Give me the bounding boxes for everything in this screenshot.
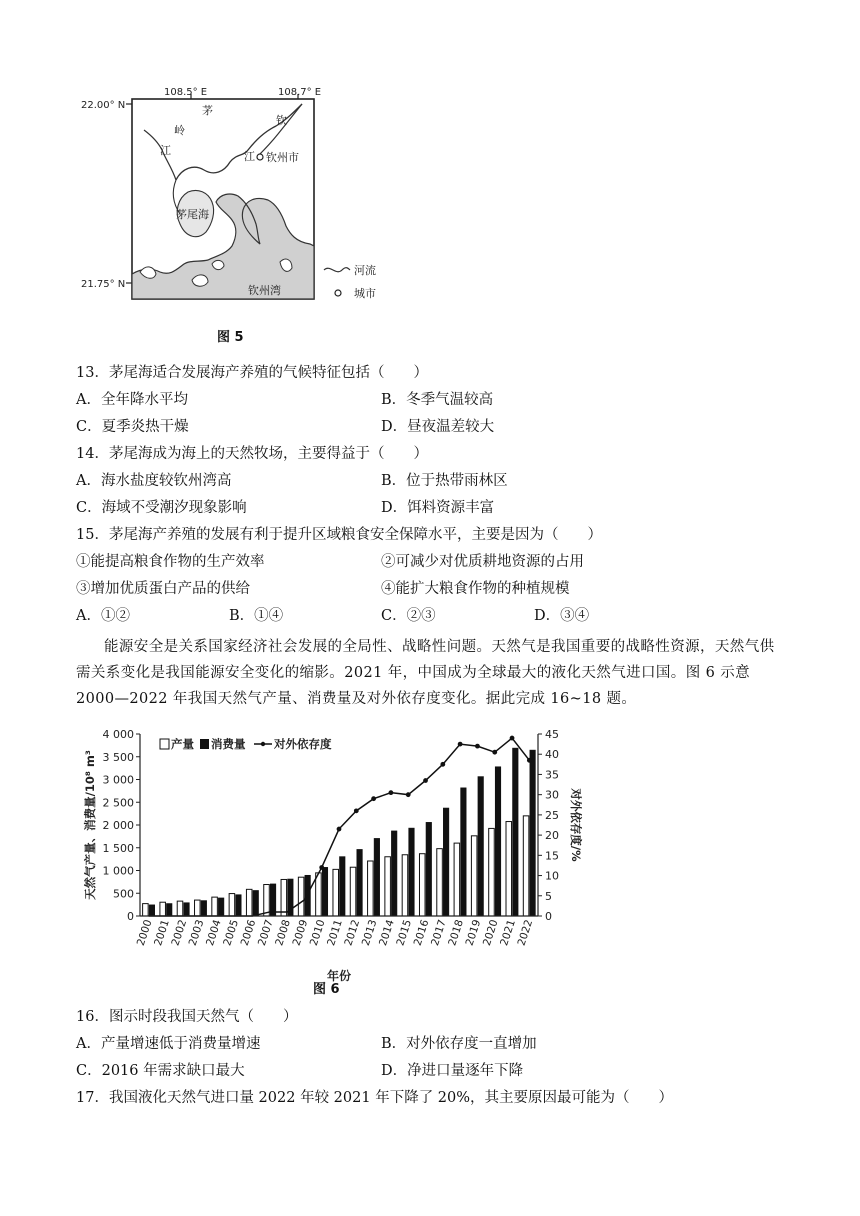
chart-line-point	[319, 865, 324, 870]
chart-x-tick-label: 2015	[394, 918, 415, 948]
chart-figure-6	[80, 718, 583, 998]
chart-left-tick-label: 3 000	[102, 773, 134, 787]
chart-bar-consumption	[495, 767, 501, 916]
chart-line-point	[389, 790, 394, 795]
chart-bar-consumption	[305, 875, 311, 916]
chart-bar-consumption	[513, 748, 519, 916]
q13-option-b[interactable]: B．冬季气温较高	[381, 392, 494, 408]
chart-bar-consumption	[443, 808, 449, 916]
map-lat-top: 22.00° N	[81, 100, 126, 111]
q15-option-a[interactable]: A．①②	[76, 608, 130, 624]
chart-left-tick-label: 500	[113, 887, 134, 901]
chart-line-point	[458, 742, 463, 747]
chart-right-tick-label: 10	[545, 869, 559, 883]
question-17-stem: 17．我国液化天然气进口量 2022 年较 2021 年下降了 20%，其主要原因最可能为（ ）	[76, 1090, 674, 1106]
chart-bar-consumption	[201, 901, 207, 916]
q14-option-a[interactable]: A．海水盐度较钦州湾高	[76, 473, 232, 489]
chart-right-axis-title: 对外依存度/%	[569, 788, 583, 862]
chart-bar-consumption	[426, 822, 432, 916]
chart-x-tick-label: 2020	[480, 918, 501, 948]
map-lon-left: 108.5° E	[164, 87, 208, 98]
chart-line-point	[354, 808, 359, 813]
chart-bar-consumption	[530, 750, 536, 916]
question-14-stem: 14．茅尾海成为海上的天然牧场，主要得益于（ ）	[76, 446, 428, 462]
map-river-maoling-char1: 茅	[202, 104, 213, 117]
chart-line-point	[440, 762, 445, 767]
chart-bar-production	[489, 828, 495, 916]
chart-bar-production	[402, 855, 408, 916]
chart-x-tick-label: 2005	[221, 918, 242, 948]
chart-bar-production	[298, 877, 304, 916]
chart-x-tick-label: 2008	[273, 918, 293, 948]
chart-right-tick-label: 30	[545, 788, 559, 802]
chart-bar-production	[160, 902, 166, 916]
map-river-qin-char2: 江	[244, 150, 255, 163]
chart-right-tick-label: 45	[545, 728, 559, 741]
chart-bar-consumption	[253, 890, 259, 916]
figure-5-caption: 图 5	[217, 330, 244, 345]
chart-legend-line-marker	[261, 742, 265, 746]
map-legend-river-symbol	[324, 268, 350, 272]
chart-left-tick-label: 2 500	[102, 796, 134, 810]
q16-option-b[interactable]: B．对外依存度一直增加	[381, 1036, 537, 1052]
q15-option-b[interactable]: B．①④	[229, 608, 284, 624]
q14-option-d[interactable]: D．饵料资源丰富	[381, 500, 495, 516]
chart-x-tick-label: 2013	[359, 918, 380, 948]
map-river-qin-char1: 钦	[276, 114, 287, 127]
chart-right-tick-label: 5	[545, 889, 552, 903]
q16-option-d[interactable]: D．净进口量逐年下降	[381, 1063, 524, 1079]
q13-option-a[interactable]: A．全年降水平均	[76, 392, 188, 408]
q16-option-a[interactable]: A．产量增速低于消费量增速	[76, 1036, 261, 1052]
chart-right-tick-label: 25	[545, 808, 559, 822]
chart-line-point	[475, 744, 480, 749]
chart-x-tick-label: 2016	[411, 918, 432, 948]
chart-x-tick-label: 2000	[134, 918, 155, 948]
passage-16-18: 能源安全是关系国家经济社会发展的全局性、战略性问题。天然气是我国重要的战略性资源，天然气供需关系变化是我国能源安全变化的缩影。2021 年，中国成为全球最大的液化天然气进口国。图 6 示意 2000—2022 年我国天然气产量、消费量及对外依存度变化。据此完成 16~18 题。	[76, 639, 775, 707]
chart-line-point	[510, 736, 515, 741]
chart-bar-consumption	[166, 904, 172, 916]
q15-statement-1: ①能提高粮食作物的生产效率	[76, 554, 265, 570]
chart-x-tick-label: 2017	[429, 918, 449, 948]
chart-bar-production	[195, 900, 201, 916]
chart-line-point	[406, 792, 411, 797]
map-river-qin	[258, 104, 302, 156]
map-legend-city: 城市	[354, 287, 376, 300]
chart-bar-production	[246, 889, 252, 916]
chart-x-tick-label: 2004	[204, 918, 224, 948]
chart-right-tick-label: 0	[545, 910, 552, 923]
question-16-stem: 16．图示时段我国天然气（ ）	[76, 1009, 298, 1025]
chart-line-point	[492, 750, 497, 755]
chart-x-tick-label: 2018	[446, 918, 466, 948]
q15-statement-2: ②可减少对优质耕地资源的占用	[381, 554, 584, 570]
map-lon-right: 108.7° E	[278, 87, 322, 98]
chart-bar-production	[333, 869, 339, 916]
map-bay-label: 钦州湾	[248, 284, 281, 297]
chart-bar-production	[316, 873, 322, 916]
q13-option-c[interactable]: C．夏季炎热干燥	[76, 419, 189, 435]
chart-bar-consumption	[357, 849, 363, 916]
chart-legend-consumption: 消费量	[211, 737, 246, 751]
chart-x-axis-title: 年份	[326, 969, 352, 983]
chart-left-tick-label: 3 500	[102, 750, 134, 764]
chart-bar-production	[281, 879, 287, 916]
chart-legend-consumption-swatch	[200, 739, 209, 749]
chart-x-tick-label: 2011	[325, 918, 345, 948]
chart-bar-production	[350, 867, 356, 916]
chart-bar-consumption	[270, 884, 276, 916]
chart-bar-consumption	[478, 777, 484, 916]
map-river-maoling-char3: 江	[160, 144, 171, 157]
chart-bar-consumption	[236, 895, 242, 916]
q15-option-c[interactable]: C．②③	[381, 608, 436, 624]
chart-left-axis-title: 天然气产量、消费量/10⁸ m³	[83, 750, 97, 900]
map-river-maoling-char2: 岭	[174, 124, 185, 137]
chart-bar-consumption	[391, 831, 397, 916]
chart-line-point	[423, 778, 428, 783]
map-legend-city-symbol	[335, 290, 341, 296]
chart-x-tick-label: 2019	[463, 918, 484, 948]
q15-statement-3: ③增加优质蛋白产品的供给	[76, 581, 250, 597]
chart-legend-production-swatch	[160, 739, 169, 749]
chart-bar-consumption	[184, 903, 190, 916]
chart-x-tick-label: 2003	[186, 918, 207, 948]
chart-bar-consumption	[149, 905, 155, 916]
chart-x-tick-label: 2022	[515, 918, 536, 948]
q13-option-d[interactable]: D．昼夜温差较大	[381, 419, 495, 435]
map-sea-label: 茅尾海	[176, 208, 209, 221]
figure-6-caption: 图 6	[313, 982, 340, 997]
chart-bar-production	[523, 816, 529, 916]
chart-bar-consumption	[218, 898, 224, 916]
chart-x-tick-label: 2010	[307, 918, 328, 948]
chart-bar-production	[385, 857, 391, 916]
chart-legend-production: 产量	[171, 737, 194, 751]
chart-left-tick-label: 1 000	[102, 864, 134, 878]
question-15-stem: 15．茅尾海产养殖的发展有利于提升区域粮食安全保障水平，主要是因为（ ）	[76, 527, 602, 543]
chart-left-tick-label: 4 000	[102, 728, 134, 741]
q14-option-c[interactable]: C．海域不受潮汐现象影响	[76, 500, 247, 516]
map-sea-shading	[132, 194, 314, 299]
chart-bar-consumption	[461, 788, 467, 916]
chart-bar-production	[419, 854, 425, 916]
chart-bar-consumption	[340, 857, 346, 916]
chart-legend-dependence: 对外依存度	[274, 737, 332, 751]
chart-bar-consumption	[322, 867, 328, 916]
chart-bar-production	[454, 843, 460, 916]
q15-statement-4: ④能扩大粮食作物的种植规模	[381, 581, 570, 597]
chart-bar-production	[264, 885, 270, 916]
chart-right-tick-label: 40	[545, 748, 559, 762]
chart-right-tick-label: 35	[545, 768, 559, 782]
map-city-label: 钦州市	[266, 151, 299, 164]
chart-bar-production	[229, 894, 235, 916]
chart-left-tick-label: 0	[127, 910, 134, 923]
chart-x-tick-label: 2009	[290, 918, 311, 948]
chart-bar-production	[212, 897, 218, 916]
chart-bar-consumption	[409, 828, 415, 916]
q15-option-d[interactable]: D．③④	[534, 608, 590, 624]
chart-x-tick-label: 2006	[238, 918, 259, 948]
chart-x-tick-label: 2002	[169, 918, 190, 948]
chart-right-tick-label: 15	[545, 849, 559, 863]
chart-line-point	[337, 827, 342, 832]
map-lat-bottom: 21.75° N	[81, 279, 126, 290]
chart-left-tick-label: 2 000	[102, 819, 134, 832]
chart-right-tick-label: 20	[545, 829, 559, 843]
chart-x-tick-label: 2021	[498, 918, 518, 948]
chart-left-tick-label: 1 500	[102, 841, 134, 855]
chart-x-tick-label: 2014	[377, 918, 397, 948]
chart-bar-production	[368, 861, 374, 916]
chart-x-tick-label: 2001	[152, 918, 172, 948]
chart-bar-consumption	[374, 838, 380, 916]
q16-option-c[interactable]: C．2016 年需求缺口最大	[76, 1063, 245, 1079]
map-legend-river: 河流	[354, 264, 376, 277]
chart-bar-production	[471, 836, 477, 916]
chart-bar-production	[177, 901, 183, 916]
chart-bar-production	[437, 849, 443, 916]
map-figure-5	[80, 84, 400, 354]
chart-bar-production	[143, 904, 149, 916]
chart-line-point	[371, 796, 376, 801]
chart-bar-production	[506, 822, 512, 916]
q14-option-b[interactable]: B．位于热带雨林区	[381, 473, 508, 489]
chart-x-tick-label: 2007	[255, 918, 276, 948]
question-13-stem: 13．茅尾海适合发展海产养殖的气候特征包括（ ）	[76, 365, 428, 381]
chart-line-point	[527, 758, 532, 763]
chart-x-tick-label: 2012	[342, 918, 363, 948]
map-city-marker	[257, 154, 263, 160]
